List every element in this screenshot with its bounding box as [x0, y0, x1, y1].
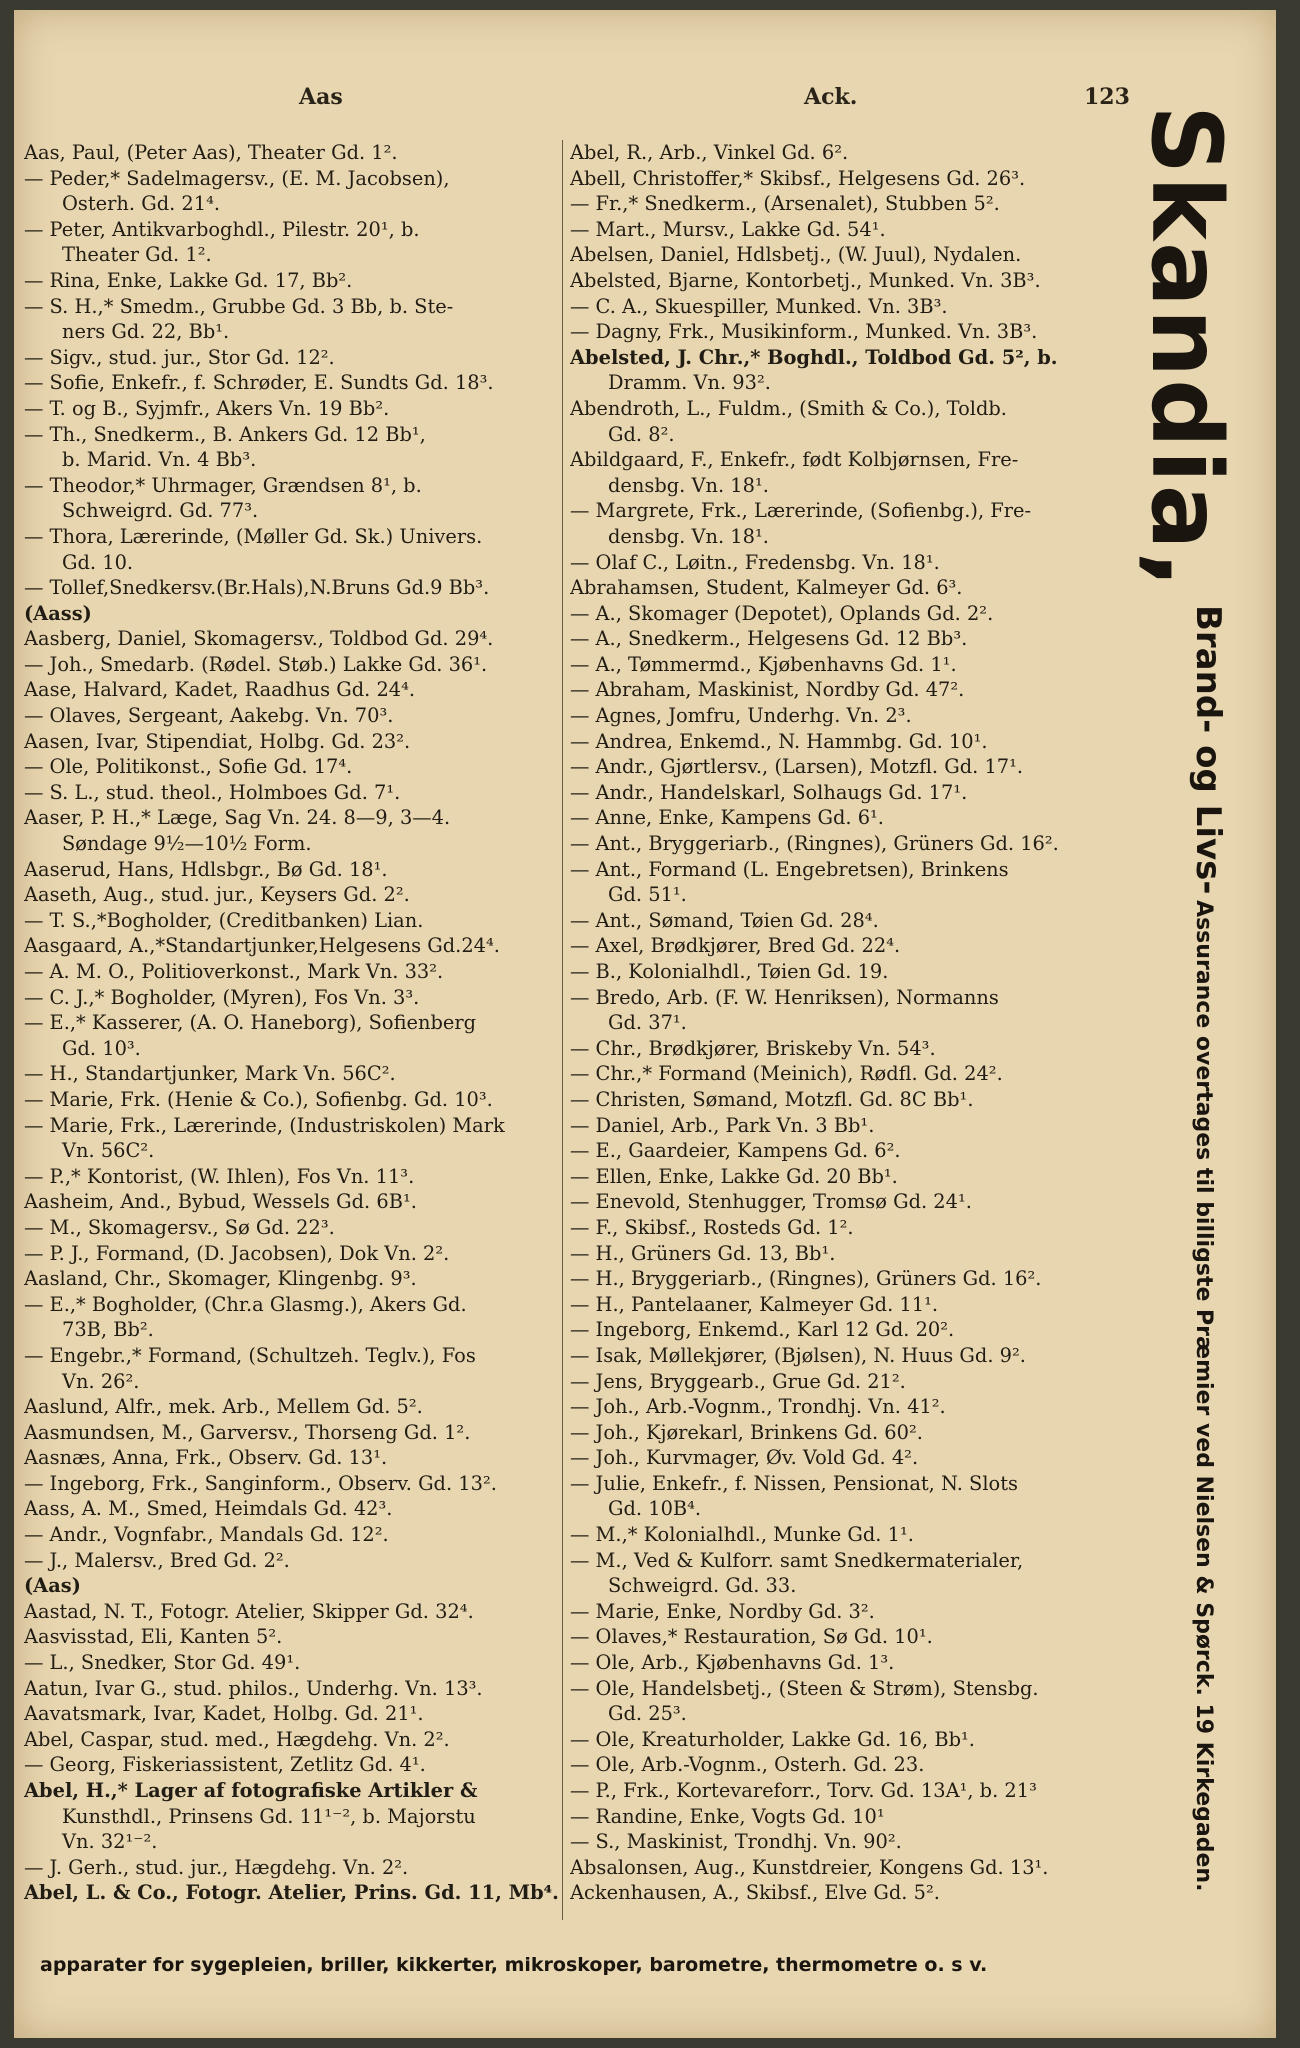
page-number: 123	[1084, 84, 1130, 110]
directory-entry: — Tollef,Snedkersv.(Br.Hals),N.Bruns Gd.9 Bb³.	[24, 576, 490, 600]
directory-entry: — P., Frk., Kortevareforr., Torv. Gd. 13A¹, b. 21³	[570, 1779, 1037, 1802]
directory-entry: — E.,* Bogholder, (Chr.a Glasmg.), Akers Gd.	[24, 1292, 467, 1316]
directory-entry: (Aas)	[24, 1574, 81, 1598]
directory-entry: — Marie, Enke, Nordby Gd. 3².	[570, 1599, 875, 1623]
directory-entry: — S. H.,* Smedm., Grubbe Gd. 3 Bb, b. Ste-	[24, 294, 454, 318]
directory-entry: — Marie, Frk. (Henie & Co.), Sofienbg. Gd. 10³.	[24, 1087, 493, 1111]
directory-entry: — Ant., Bryggeriarb., (Ringnes), Grüners Gd. 16².	[570, 832, 1059, 856]
directory-entry: Ackenhausen, A., Skibsf., Elve Gd. 5².	[570, 1881, 940, 1905]
directory-entry: — A. M. O., Politioverkonst., Mark Vn. 33².	[24, 960, 444, 983]
directory-entry: Aasmundsen, M., Garversv., Thorseng Gd. 1².	[24, 1420, 471, 1444]
directory-entry: — Andr., Handelskarl, Solhaugs Gd. 17¹.	[570, 780, 968, 804]
directory-entry: — M., Skomagersv., Sø Gd. 22³.	[24, 1215, 335, 1239]
footer-advertisement: apparater for sygepleien, briller, kikkerter, mikroskoper, barometre, thermometre o. s v.	[40, 1954, 988, 1976]
directory-entry: — Ole, Arb.-Vognm., Osterh. Gd. 23.	[570, 1753, 925, 1777]
directory-entry: Theater Gd. 1².	[62, 243, 212, 267]
directory-entry: — Thora, Lærerinde, (Møller Gd. Sk.) Univers.	[24, 524, 483, 548]
directory-entry: Vn. 32¹⁻².	[62, 1830, 158, 1854]
header-left: Aas	[299, 84, 343, 110]
directory-entry: Aas, Paul, (Peter Aas), Theater Gd. 1².	[24, 141, 398, 164]
directory-entry: — J. Gerh., stud. jur., Hægdehg. Vn. 2².	[24, 1855, 409, 1879]
directory-entry: Vn. 56C².	[62, 1139, 155, 1163]
directory-entry: Abelsen, Daniel, Hdlsbetj., (W. Juul), Nydalen.	[570, 243, 1022, 267]
directory-entry: Abel, R., Arb., Vinkel Gd. 6².	[570, 141, 849, 164]
ad-brand-name: Skandia,	[1130, 105, 1242, 590]
directory-entry: — Joh., Smedarb. (Rødel. Støb.) Lakke Gd. 36¹.	[24, 652, 488, 676]
directory-entry: Aatun, Ivar G., stud. philos., Underhg. Vn. 13³.	[24, 1676, 483, 1700]
directory-entry: — Ellen, Enke, Lakke Gd. 20 Bb¹.	[570, 1164, 898, 1188]
directory-entry: — Abraham, Maskinist, Nordby Gd. 47².	[570, 678, 965, 702]
directory-entry: — T. S.,*Bogholder, (Creditbanken) Lian.	[24, 908, 424, 932]
directory-entry: — Engebr.,* Formand, (Schultzeh. Teglv.), Fos	[24, 1343, 476, 1367]
directory-entry: — Ole, Handelsbetj., (Steen & Strøm), Stensbg.	[570, 1676, 1039, 1700]
directory-entry: Abelsted, Bjarne, Kontorbetj., Munked. Vn. 3B³.	[570, 268, 1041, 292]
directory-entry: Aasnæs, Anna, Frk., Observ. Gd. 13¹.	[24, 1446, 388, 1470]
directory-entry: — Julie, Enkefr., f. Nissen, Pensionat, N. Slots	[570, 1471, 1018, 1495]
directory-entry: Abel, Caspar, stud. med., Hægdehg. Vn. 2².	[24, 1727, 450, 1751]
directory-entry: Abelsted, J. Chr.,* Boghdl., Toldbod Gd. 5², b.	[570, 345, 1058, 369]
directory-entry: Gd. 8².	[608, 422, 675, 446]
directory-entry: — Georg, Fiskeriassistent, Zetlitz Gd. 4¹.	[24, 1753, 426, 1777]
directory-entry: — E.,* Kasserer, (A. O. Haneborg), Sofienberg	[24, 1011, 477, 1035]
directory-entry: — S., Maskinist, Trondhj. Vn. 90².	[570, 1830, 902, 1854]
directory-entry: Aastad, N. T., Fotogr. Atelier, Skipper Gd. 32⁴.	[24, 1599, 474, 1623]
directory-entry: — Bredo, Arb. (F. W. Henriksen), Normanns	[570, 985, 999, 1009]
directory-entry: Gd. 10.	[62, 550, 134, 574]
directory-entry: — H., Bryggeriarb., (Ringnes), Grüners Gd. 16².	[570, 1267, 1042, 1291]
directory-entry: b. Marid. Vn. 4 Bb³.	[62, 448, 257, 472]
directory-entry: — Joh., Arb.-Vognm., Trondhj. Vn. 41².	[570, 1395, 946, 1419]
right-column	[570, 140, 1125, 1920]
directory-entry: — Ole, Kreaturholder, Lakke Gd. 16, Bb¹.	[570, 1727, 975, 1751]
ad-text	[1188, 605, 1228, 1891]
directory-entry: Gd. 37¹.	[608, 1011, 687, 1035]
directory-entry: — Andr., Vognfabr., Mandals Gd. 12².	[24, 1523, 389, 1547]
directory-entry: — Ole, Arb., Kjøbenhavns Gd. 1³.	[570, 1651, 895, 1675]
directory-entry: Dramm. Vn. 93².	[608, 371, 771, 395]
directory-entry: Aavatsmark, Ivar, Kadet, Holbg. Gd. 21¹.	[24, 1702, 424, 1726]
directory-entry: Abendroth, L., Fuldm., (Smith & Co.), Toldb.	[570, 396, 1007, 420]
directory-entry: Aasberg, Daniel, Skomagersv., Toldbod Gd. 29⁴.	[24, 627, 494, 651]
directory-entry: — M., Ved & Kulforr. samt Snedkermaterialer,	[570, 1548, 1024, 1572]
directory-entry: — Randine, Enke, Vogts Gd. 10¹	[570, 1804, 885, 1828]
directory-entry: — H., Standartjunker, Mark Vn. 56C².	[24, 1062, 396, 1086]
header-middle: Ack.	[804, 84, 858, 110]
directory-entry: Aaslund, Alfr., mek. Arb., Mellem Gd. 5².	[24, 1395, 423, 1419]
directory-entry: — F., Skibsf., Rosteds Gd. 1².	[570, 1215, 854, 1239]
directory-entry: — Joh., Kurvmager, Øv. Vold Gd. 4².	[570, 1446, 919, 1470]
directory-entry: — Olaves, Sergeant, Aakebg. Vn. 70³.	[24, 704, 394, 728]
directory-entry: — Enevold, Stenhugger, Tromsø Gd. 24¹.	[570, 1190, 972, 1214]
directory-entry: Aasen, Ivar, Stipendiat, Holbg. Gd. 23².	[24, 729, 411, 753]
directory-entry: — H., Pantelaaner, Kalmeyer Gd. 11¹.	[570, 1292, 939, 1316]
directory-entry: Abel, L. & Co., Fotogr. Atelier, Prins. Gd. 11, Mb⁴.	[24, 1881, 559, 1905]
directory-entry: Schweigrd. Gd. 33.	[608, 1574, 797, 1598]
directory-entry: ners Gd. 22, Bb¹.	[62, 320, 230, 344]
directory-entry: Aasgaard, A.,*Standartjunker,Helgesens Gd.24⁴.	[24, 934, 500, 958]
directory-entry: — H., Grüners Gd. 13, Bb¹.	[570, 1241, 836, 1265]
directory-entry: Aaserud, Hans, Hdlsbgr., Bø Gd. 18¹.	[24, 857, 388, 881]
directory-entry: — Ingeborg, Enkemd., Karl 12 Gd. 20².	[570, 1318, 955, 1342]
directory-entry: — Axel, Brødkjører, Bred Gd. 22⁴.	[570, 934, 901, 958]
directory-entry: Gd. 10B⁴.	[608, 1497, 702, 1521]
directory-entry: — Chr., Brødkjører, Briskeby Vn. 54³.	[570, 1036, 936, 1060]
directory-entry: — Olaf C., Løitn., Fredensbg. Vn. 18¹.	[570, 550, 940, 574]
directory-entry: — Isak, Møllekjører, (Bjølsen), N. Huus Gd. 9².	[570, 1343, 1026, 1367]
directory-entry: — E., Gaardeier, Kampens Gd. 6².	[570, 1139, 901, 1163]
column-divider	[562, 140, 563, 1920]
directory-entry: Absalonsen, Aug., Kunstdreier, Kongens Gd. 13¹.	[570, 1855, 1049, 1879]
directory-entry: — Fr.,* Snedkerm., (Arsenalet), Stubben 5².	[570, 192, 1000, 216]
directory-page	[14, 10, 1276, 2038]
directory-entry: — Daniel, Arb., Park Vn. 3 Bb¹.	[570, 1113, 875, 1137]
directory-entry: — Margrete, Frk., Lærerinde, (Sofienbg.), Fre-	[570, 499, 1032, 523]
directory-entry: — Ingeborg, Frk., Sanginform., Observ. Gd. 13².	[24, 1471, 497, 1495]
directory-entry: — Joh., Kjørekarl, Brinkens Gd. 60².	[570, 1420, 923, 1444]
ad-line-2: Assurance overtages til billigste Præmier ved Nielsen & Spørck. 19 Kirkegaden.	[1191, 900, 1216, 1892]
directory-entry: — Anne, Enke, Kampens Gd. 6¹.	[570, 806, 884, 830]
directory-entry: — P.,* Kontorist, (W. Ihlen), Fos Vn. 11³.	[24, 1164, 415, 1188]
directory-entry: — A., Snedkerm., Helgesens Gd. 12 Bb³.	[570, 627, 968, 651]
directory-entry: Aaseth, Aug., stud. jur., Keysers Gd. 2².	[24, 883, 410, 907]
directory-entry: Gd. 10³.	[62, 1036, 141, 1060]
directory-entry: Abel, H.,* Lager af fotografiske Artikler &	[24, 1779, 478, 1802]
directory-entry: — Olaves,* Restauration, Sø Gd. 10¹.	[570, 1625, 933, 1649]
directory-entry: — T. og B., Syjmfr., Akers Vn. 19 Bb².	[24, 396, 390, 420]
directory-entry: Gd. 25³.	[608, 1702, 687, 1726]
directory-entry: Aase, Halvard, Kadet, Raadhus Gd. 24⁴.	[24, 678, 416, 702]
directory-entry: — Dagny, Frk., Musikinform., Munked. Vn. 3B³.	[570, 320, 1038, 344]
directory-entry: — Ant., Formand (L. Engebretsen), Brinkens	[570, 857, 1009, 881]
directory-entry: 73B, Bb².	[62, 1318, 154, 1342]
directory-entry: — Th., Snedkerm., B. Ankers Gd. 12 Bb¹,	[24, 422, 426, 446]
directory-entry: — P. J., Formand, (D. Jacobsen), Dok Vn. 2².	[24, 1241, 450, 1265]
directory-entry: — Andrea, Enkemd., N. Hammbg. Gd. 10¹.	[570, 729, 988, 753]
directory-entry: — L., Snedker, Stor Gd. 49¹.	[24, 1651, 301, 1675]
directory-entry: — Rina, Enke, Lakke Gd. 17, Bb².	[24, 268, 353, 292]
directory-entry: (Aass)	[24, 601, 92, 625]
directory-entry: — A., Skomager (Depotet), Oplands Gd. 2².	[570, 601, 994, 625]
directory-entry: Gd. 51¹.	[608, 883, 687, 907]
directory-entry: — Chr.,* Formand (Meinich), Rødfl. Gd. 24².	[570, 1062, 1003, 1086]
directory-entry: Aasheim, And., Bybud, Wessels Gd. 6B¹.	[24, 1190, 417, 1214]
directory-entry: — Marie, Frk., Lærerinde, (Industriskolen) Mark	[24, 1113, 505, 1137]
directory-entry: — S. L., stud. theol., Holmboes Gd. 7¹.	[24, 780, 401, 804]
directory-entry: Schweigrd. Gd. 77³.	[62, 499, 259, 523]
directory-entry: Aaser, P. H.,* Læge, Sag Vn. 24. 8—9, 3—4.	[24, 806, 451, 830]
left-column	[24, 140, 569, 1920]
side-advertisement	[1130, 105, 1266, 605]
directory-entry: — Mart., Mursv., Lakke Gd. 54¹.	[570, 217, 886, 241]
directory-entry: — Peter, Antikvarboghdl., Pilestr. 20¹, b.	[24, 217, 420, 241]
directory-entry: Abell, Christoffer,* Skibsf., Helgesens Gd. 26³.	[570, 166, 1026, 190]
directory-entry: Kunsthdl., Prinsens Gd. 11¹⁻², b. Majorstu	[62, 1804, 476, 1828]
directory-entry: — Ant., Sømand, Tøien Gd. 28⁴.	[570, 908, 879, 932]
directory-entry: Aass, A. M., Smed, Heimdals Gd. 42³.	[24, 1497, 393, 1521]
directory-entry: Abildgaard, F., Enkefr., født Kolbjørnsen, Fre-	[570, 448, 1019, 472]
directory-entry: Søndage 9½—10½ Form.	[62, 832, 312, 856]
directory-entry: — Ole, Politikonst., Sofie Gd. 17⁴.	[24, 755, 353, 779]
directory-entry: Aasland, Chr., Skomager, Klingenbg. 9³.	[24, 1267, 417, 1291]
directory-entry: Osterh. Gd. 21⁴.	[62, 192, 221, 216]
directory-entry: — Jens, Bryggearb., Grue Gd. 21².	[570, 1369, 906, 1393]
directory-entry: — Agnes, Jomfru, Underhg. Vn. 2³.	[570, 704, 912, 728]
directory-entry: densbg. Vn. 18¹.	[608, 524, 769, 548]
directory-entry: Abrahamsen, Student, Kalmeyer Gd. 6³.	[570, 576, 963, 600]
directory-entry: Vn. 26².	[62, 1369, 140, 1393]
directory-entry: — Sofie, Enkefr., f. Schrøder, E. Sundts Gd. 18³.	[24, 371, 494, 395]
directory-entry: — B., Kolonialhdl., Tøien Gd. 19.	[570, 960, 889, 983]
directory-entry: — A., Tømmermd., Kjøbenhavns Gd. 1¹.	[570, 652, 957, 676]
directory-entry: densbg. Vn. 18¹.	[608, 473, 769, 497]
directory-entry: — Theodor,* Uhrmager, Grændsen 8¹, b.	[24, 473, 422, 497]
directory-entry: Aasvisstad, Eli, Kanten 5².	[24, 1625, 283, 1649]
directory-entry: — M.,* Kolonialhdl., Munke Gd. 1¹.	[570, 1523, 914, 1547]
directory-entry: — J., Malersv., Bred Gd. 2².	[24, 1548, 290, 1572]
directory-entry: — C. J.,* Bogholder, (Myren), Fos Vn. 3³.	[24, 985, 420, 1009]
directory-entry: — Sigv., stud. jur., Stor Gd. 12².	[24, 345, 335, 369]
ad-line-1: Brand- og Livs-	[1188, 605, 1228, 895]
directory-entry: — Andr., Gjørtlersv., (Larsen), Motzfl. Gd. 17¹.	[570, 755, 1024, 779]
directory-entry: — C. A., Skuespiller, Munked. Vn. 3B³.	[570, 294, 948, 318]
directory-entry: — Peder,* Sadelmagersv., (E. M. Jacobsen),	[24, 166, 450, 190]
directory-entry: — Christen, Sømand, Motzfl. Gd. 8C Bb¹.	[570, 1087, 974, 1111]
